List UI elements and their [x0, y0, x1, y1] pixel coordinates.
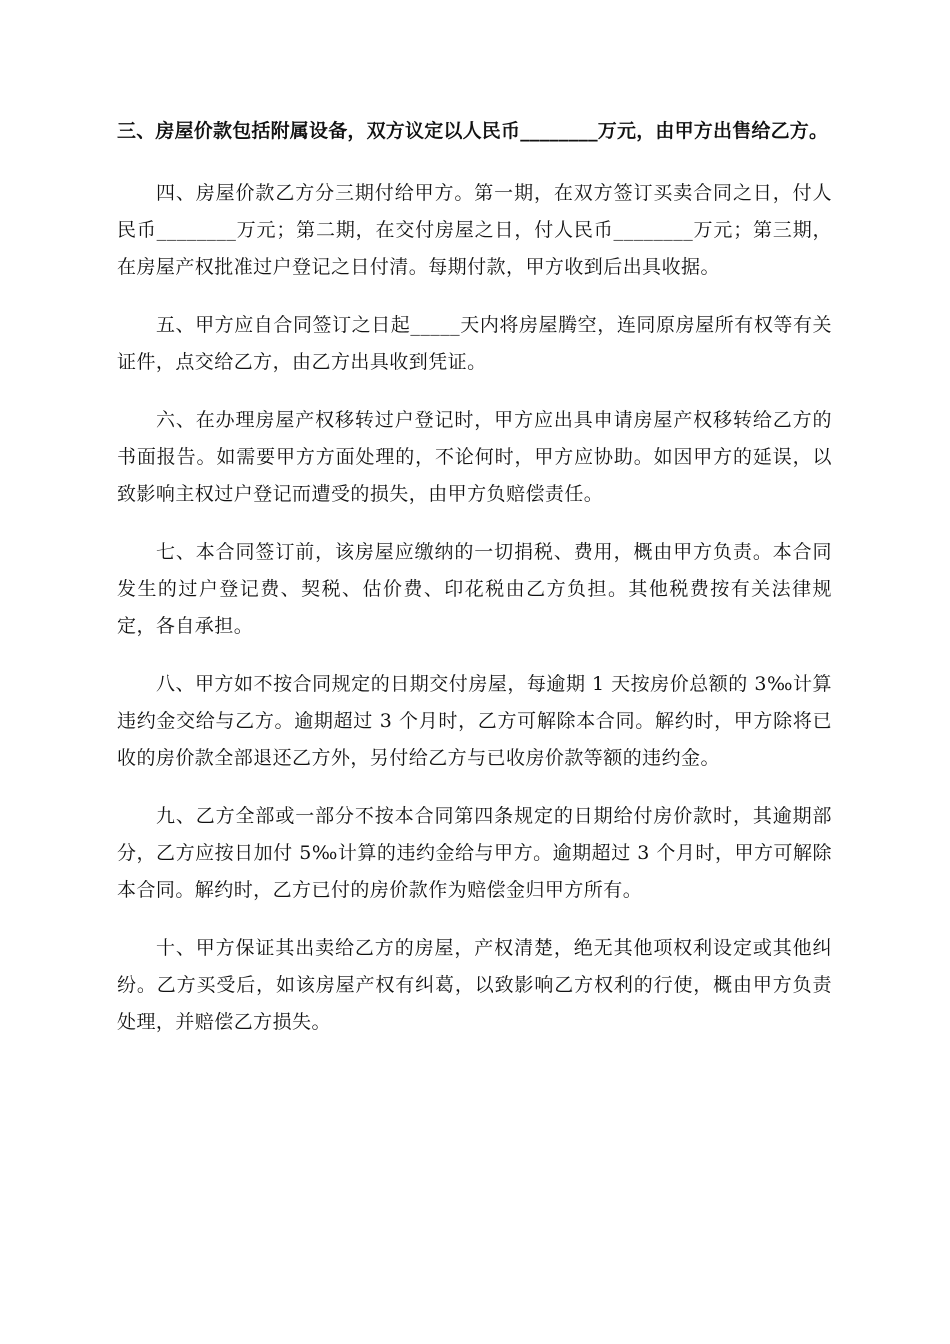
- clause-10-title-guarantee: 十、甲方保证其出卖给乙方的房屋，产权清楚，绝无其他项权利设定或其他纠纷。乙方买受后，如该房屋产权有纠葛，以致影响乙方权利的行使，概由甲方负责处理，并赔偿乙方损失。: [117, 937, 832, 1033]
- clause-7-taxes: 七、本合同签订前，该房屋应缴纳的一切捐税、费用，概由甲方负责。本合同发生的过户登记费、契税、估价费、印花税由乙方负担。其他税费按有关法律规定，各自承担。: [117, 541, 832, 637]
- clause-3-price: 三、房屋价款包括附属设备，双方议定以人民币________万元，由甲方出售给乙方。: [117, 120, 829, 142]
- clause-5-handover: 五、甲方应自合同签订之日起_____天内将房屋腾空，连同原房屋所有权等有关证件，点交给乙方，由乙方出具收到凭证。: [117, 314, 832, 373]
- clause-8-seller-default: 八、甲方如不按合同规定的日期交付房屋，每逾期 1 天按房价总额的 3‰计算违约金交给与乙方。逾期超过 3 个月时，乙方可解除本合同。解约时，甲方除将已收的房价款全部退还乙方外，另付给乙方与已收房价款等额的违约金。: [117, 673, 832, 769]
- clause-6-registration: 六、在办理房屋产权移转过户登记时，甲方应出具申请房屋产权移转给乙方的书面报告。如需要甲方方面处理的，不论何时，甲方应协助。如因甲方的延误，以致影响主权过户登记而遭受的损失，由甲方负赔偿责任。: [117, 409, 832, 505]
- clause-4-payment: 四、房屋价款乙方分三期付给甲方。第一期，在双方签订买卖合同之日，付人民币________万元；第二期，在交付房屋之日，付人民币________万元；第三期，在房屋产权批准过户登记之日付清。每期付款，甲方收到后出具收据。: [117, 182, 832, 278]
- clause-9-buyer-default: 九、乙方全部或一部分不按本合同第四条规定的日期给付房价款时，其逾期部分，乙方应按日加付 5‰计算的违约金给与甲方。逾期超过 3 个月时，甲方可解除本合同。解约时，乙方已付的房价款作为赔偿金归甲方所有。: [117, 805, 832, 901]
